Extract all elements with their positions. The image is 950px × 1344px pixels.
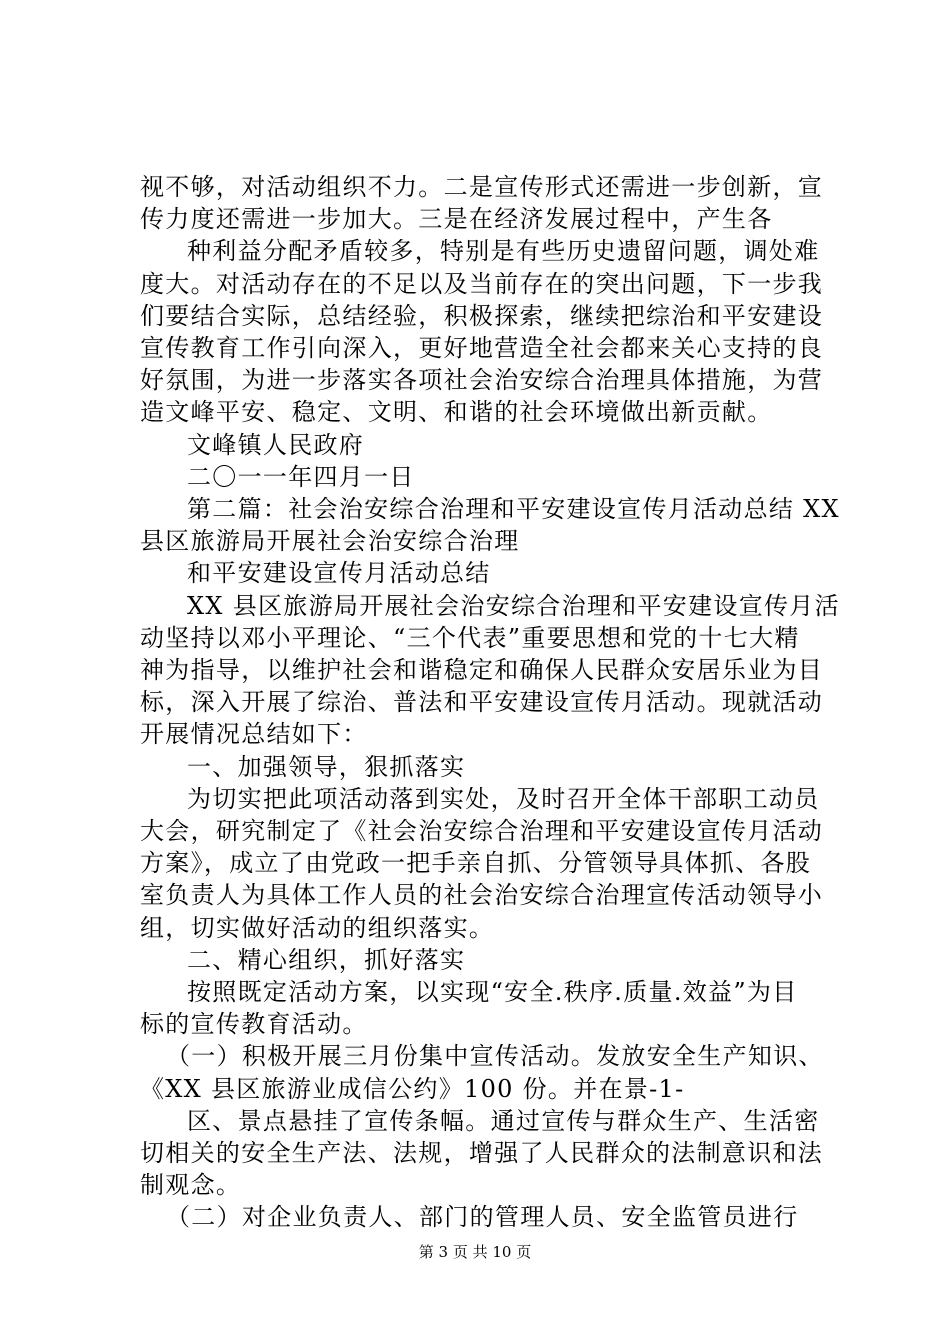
- section-heading-line: 和平安建设宣传月活动总结: [187, 559, 491, 587]
- paragraph-line: 《XX 县区旅游业成信公约》100 份。并在景-1-: [140, 1075, 685, 1103]
- paragraph-line: 标，深入开展了综治、普法和平安建设宣传月活动。现就活动: [140, 688, 824, 716]
- section-heading: 第二篇：社会治安综合治理和平安建设宣传月活动总结 XX: [187, 495, 840, 523]
- page-footer: 第 3 页 共 10 页: [418, 1243, 532, 1261]
- paragraph-line: 为切实把此项活动落到实处，及时召开全体干部职工动员: [187, 785, 820, 813]
- paragraph-line: 传力度还需进一步加大。三是在经济发展过程中，产生各: [140, 205, 773, 233]
- section-heading-line: 县区旅游局开展社会治安综合治理: [140, 527, 520, 555]
- paragraph-line: 制观念。: [140, 1171, 242, 1199]
- signature-date: 二〇一一年四月一日: [187, 463, 415, 491]
- subsection-heading: 一、加强领导，狠抓落实: [187, 753, 466, 781]
- paragraph-line: 种利益分配矛盾较多，特别是有些历史遗留问题，调处难: [187, 237, 820, 265]
- paragraph-line: 宣传教育工作引向深入，更好地营造全社会都来关心支持的良: [140, 334, 824, 362]
- paragraph-line: 方案》，成立了由党政一把手亲自抓、分管领导具体抓、各股: [140, 849, 812, 877]
- paragraph-line: 造文峰平安、稳定、文明、和谐的社会环境做出新贡献。: [140, 398, 773, 426]
- paragraph-line: 大会，研究制定了《社会治安综合治理和平安建设宣传月活动: [140, 817, 824, 845]
- paragraph-line: 室负责人为具体工作人员的社会治安综合治理宣传活动领导小: [140, 881, 824, 909]
- paragraph-line: 动坚持以邓小平理论、“三个代表”重要思想和党的十七大精: [140, 624, 800, 652]
- subsection-heading: 二、精心组织，抓好落实: [187, 946, 466, 974]
- paragraph-line: 视不够，对活动组织不力。二是宣传形式还需进一步创新，宣: [140, 173, 824, 201]
- paragraph-line: 组，切实做好活动的组织落实。: [140, 914, 495, 942]
- paragraph-line: 神为指导，以维护社会和谐稳定和确保人民群众安居乐业为目: [140, 656, 824, 684]
- paragraph-line: 开展情况总结如下：: [140, 720, 368, 748]
- paragraph-line: 好氛围，为进一步落实各项社会治安综合治理具体措施，为营: [140, 366, 824, 394]
- signature-org: 文峰镇人民政府: [187, 431, 365, 459]
- paragraph-line: （一）积极开展三月份集中宣传活动。发放安全生产知识、: [166, 1042, 824, 1070]
- paragraph-line: 们要结合实际，总结经验，积极探索，继续把综治和平安建设: [140, 302, 824, 330]
- paragraph-line: 切相关的安全生产法、法规，增强了人民群众的法制意识和法: [140, 1139, 824, 1167]
- paragraph-line: 度大。对活动存在的不足以及当前存在的突出问题，下一步我: [140, 270, 824, 298]
- paragraph-line: 按照既定活动方案，以实现“安全.秩序.质量.效益”为目: [187, 978, 798, 1006]
- paragraph-line: XX 县区旅游局开展社会治安综合治理和平安建设宣传月活: [187, 592, 840, 620]
- paragraph-line: 区、景点悬挂了宣传条幅。通过宣传与群众生产、生活密: [187, 1107, 820, 1135]
- paragraph-line: （二）对企业负责人、部门的管理人员、安全监管员进行: [166, 1203, 799, 1231]
- paragraph-line: 标的宣传教育活动。: [140, 1010, 368, 1038]
